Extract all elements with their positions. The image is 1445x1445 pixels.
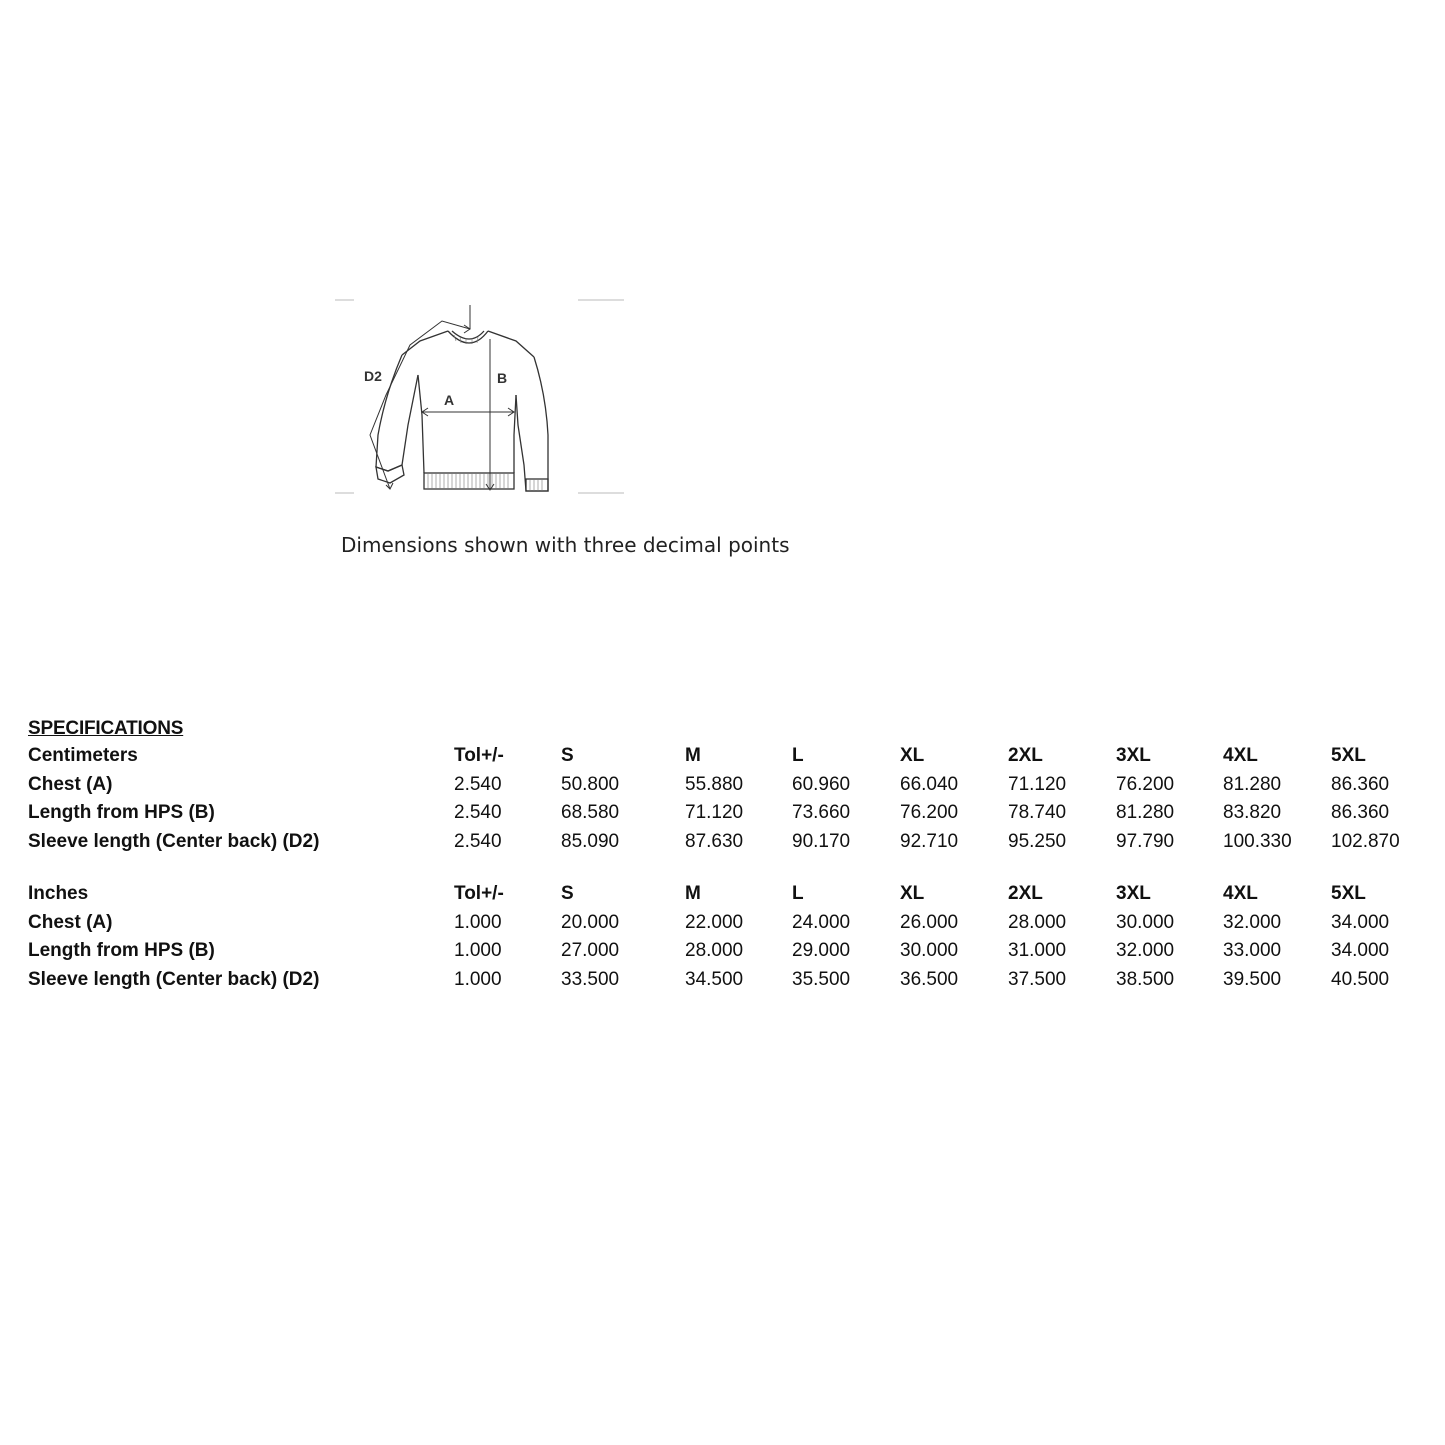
table-cell: 34.000 <box>1331 940 1390 962</box>
table-cell: 40.500 <box>1331 968 1390 990</box>
table-cell: 90.170 <box>792 830 851 852</box>
table-cell: 97.790 <box>1116 830 1175 852</box>
diagram-label-b: B <box>497 370 508 386</box>
table-cell: 85.090 <box>561 830 620 852</box>
table-cell: 34.000 <box>1331 911 1390 933</box>
table-cell: 55.880 <box>685 773 744 795</box>
table-cell: 28.000 <box>1008 911 1067 933</box>
column-header: 4XL <box>1223 883 1258 905</box>
column-header: S <box>561 745 574 767</box>
table-cell: 81.280 <box>1223 773 1282 795</box>
table-cell: 27.000 <box>561 940 620 962</box>
table-row <box>28 799 1421 828</box>
column-header: S <box>561 883 574 905</box>
table-cell: 68.580 <box>561 802 620 824</box>
table-cell: 100.330 <box>1223 830 1292 852</box>
table-cell: 73.660 <box>792 802 851 824</box>
table-header-row <box>28 742 1421 771</box>
column-header: 5XL <box>1331 745 1366 767</box>
table-cell: 38.500 <box>1116 968 1175 990</box>
table-cell: 36.500 <box>900 968 959 990</box>
row-label: Length from HPS (B) <box>28 940 215 962</box>
table-cell: 32.000 <box>1223 911 1282 933</box>
column-header: M <box>685 745 701 767</box>
b-measure-arrow <box>486 339 494 490</box>
column-header: XL <box>900 883 925 905</box>
diagram-label-a: A <box>444 392 455 408</box>
row-label: Chest (A) <box>28 911 113 933</box>
table-row <box>28 937 1421 966</box>
row-label: Chest (A) <box>28 773 113 795</box>
column-header: XL <box>900 745 925 767</box>
row-label: Sleeve length (Center back) (D2) <box>28 968 320 990</box>
table-row <box>28 828 1421 857</box>
table-cell: 29.000 <box>792 940 851 962</box>
table-cell: 60.960 <box>792 773 851 795</box>
table-cell: 32.000 <box>1116 940 1175 962</box>
inches-table <box>28 880 1421 994</box>
unit-label-inches: Inches <box>28 883 89 905</box>
table-cell: 71.120 <box>685 802 744 824</box>
table-cell: 95.250 <box>1008 830 1067 852</box>
table-cell: 30.000 <box>900 940 959 962</box>
table-cell: 31.000 <box>1008 940 1067 962</box>
row-label: Sleeve length (Center back) (D2) <box>28 830 320 852</box>
table-cell: 34.500 <box>685 968 744 990</box>
table-cell: 50.800 <box>561 773 620 795</box>
centimeters-table <box>28 742 1421 856</box>
sweatshirt-diagram <box>330 295 630 500</box>
column-header: L <box>792 883 804 905</box>
table-cell: 78.740 <box>1008 802 1067 824</box>
sweatshirt-outline <box>376 331 548 491</box>
table-cell: 2.540 <box>454 802 502 824</box>
column-header: Tol+/- <box>454 883 504 905</box>
column-header: 3XL <box>1116 745 1151 767</box>
sweatshirt-illustration <box>330 295 630 500</box>
a-measure-arrow <box>422 408 514 416</box>
table-cell: 66.040 <box>900 773 959 795</box>
table-cell: 33.500 <box>561 968 620 990</box>
table-cell: 22.000 <box>685 911 744 933</box>
table-cell: 76.200 <box>1116 773 1175 795</box>
table-cell: 81.280 <box>1116 802 1175 824</box>
table-cell: 2.540 <box>454 830 502 852</box>
table-row <box>28 771 1421 800</box>
table-header-row <box>28 880 1421 909</box>
dimensions-caption: Dimensions shown with three decimal points <box>341 533 790 557</box>
column-header: Tol+/- <box>454 745 504 767</box>
table-row <box>28 966 1421 995</box>
table-cell: 20.000 <box>561 911 620 933</box>
column-header: 2XL <box>1008 883 1043 905</box>
table-cell: 1.000 <box>454 940 502 962</box>
column-header: M <box>685 883 701 905</box>
column-header: 3XL <box>1116 883 1151 905</box>
table-cell: 102.870 <box>1331 830 1400 852</box>
table-cell: 87.630 <box>685 830 744 852</box>
table-cell: 33.000 <box>1223 940 1282 962</box>
column-header: 5XL <box>1331 883 1366 905</box>
table-cell: 76.200 <box>900 802 959 824</box>
column-header: L <box>792 745 804 767</box>
table-cell: 30.000 <box>1116 911 1175 933</box>
column-header: 4XL <box>1223 745 1258 767</box>
table-cell: 83.820 <box>1223 802 1282 824</box>
column-header: 2XL <box>1008 745 1043 767</box>
unit-label-centimeters: Centimeters <box>28 745 138 767</box>
table-cell: 26.000 <box>900 911 959 933</box>
table-cell: 1.000 <box>454 968 502 990</box>
table-cell: 1.000 <box>454 911 502 933</box>
table-cell: 86.360 <box>1331 802 1390 824</box>
specifications-title: SPECIFICATIONS <box>28 718 184 739</box>
ribbing-lines <box>428 335 542 491</box>
table-cell: 35.500 <box>792 968 851 990</box>
table-cell: 92.710 <box>900 830 959 852</box>
table-cell: 2.540 <box>454 773 502 795</box>
row-label: Length from HPS (B) <box>28 802 215 824</box>
table-cell: 37.500 <box>1008 968 1067 990</box>
table-row <box>28 909 1421 938</box>
table-cell: 71.120 <box>1008 773 1067 795</box>
table-cell: 28.000 <box>685 940 744 962</box>
table-cell: 24.000 <box>792 911 851 933</box>
table-cell: 86.360 <box>1331 773 1390 795</box>
table-cell: 39.500 <box>1223 968 1282 990</box>
diagram-label-d2: D2 <box>364 368 382 384</box>
